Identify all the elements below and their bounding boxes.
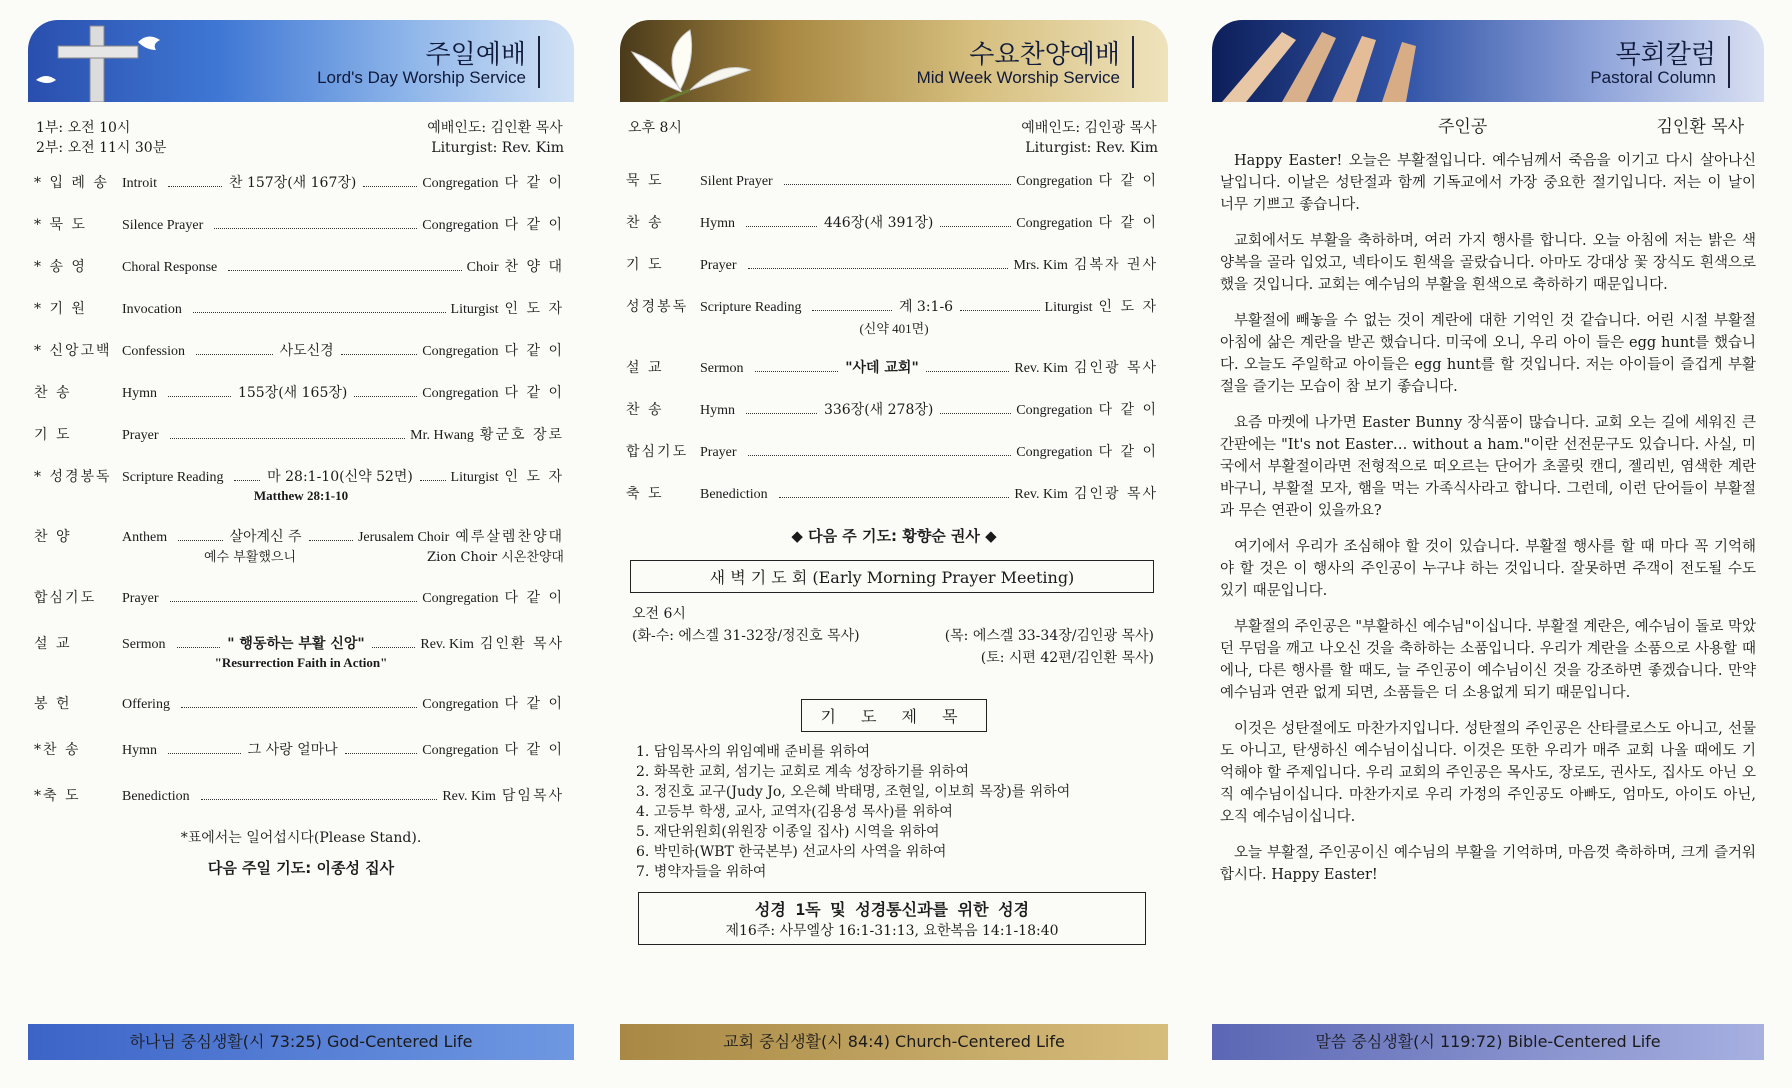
bible-reading-box bbox=[638, 892, 1146, 945]
banner-title-kr: 주일예배 bbox=[425, 40, 526, 70]
banner-divider bbox=[1728, 36, 1730, 88]
lily-icon bbox=[620, 20, 780, 102]
scripture-sub: (신약 401면) bbox=[859, 321, 929, 336]
list-item: 2. 화목한 교회, 섬기는 교회로 계속 성장하기를 위하여 bbox=[636, 764, 969, 780]
dawn-sat: (토: 시편 42편/김인환 목사) bbox=[980, 650, 1154, 666]
paragraph: 부활절의 주인공은 "부활하신 예수님"이십니다. 부활절 계란은, 예수님이 돌로 막았던 무덤을 깨고 나오신 것을 축하하는 소품입니다. 우리가 계란을 소품으로 사용할 때에나, 다른 행사를 할 때도, 늘 주인공이 예수님이신 것을 강조하면 좋겠습니다. 만약 예수님과 연관 없게 되면, 소품들은 더 소용없게 되기 때문입니다. bbox=[1220, 619, 1756, 701]
order-item: 찬 송 Hymn 155장(새 165장) Congregation 다 같 이 bbox=[34, 385, 564, 401]
order-item: * 성경봉독 Scripture Reading 마 28:1-10(신약 52면) Liturgist 인 도 자 bbox=[34, 469, 564, 485]
list-item: 4. 고등부 학생, 교사, 교역자(김용성 목사)를 위하여 bbox=[636, 804, 953, 820]
midweek-banner bbox=[620, 20, 1168, 102]
prayer-topics bbox=[620, 699, 1168, 732]
anthem-sub: 예수 부활했으니 Zion Choir 시온찬양대 bbox=[204, 550, 564, 565]
service-header bbox=[28, 102, 574, 162]
service-time-1: 1부: 오전 10시 bbox=[36, 120, 131, 136]
bible-reading-title: 성경 1독 및 성경통신과를 위한 성경 bbox=[754, 900, 1030, 919]
service-time: 오후 8시 bbox=[628, 120, 682, 136]
worship-leader: 예배인도: 김인광 목사 bbox=[1021, 120, 1157, 136]
service-time-2: 2부: 오전 11시 30분 bbox=[36, 140, 167, 156]
cross-dove-icon bbox=[28, 20, 228, 102]
scripture-sub: Matthew 28:1-10 bbox=[253, 488, 349, 503]
paragraph: Happy Easter! 오늘은 부활절입니다. 예수님께서 죽음을 이기고 다시 살아나신 날입니다. 이날은 성탄절과 함께 기독교에서 가장 중요한 절기입니다. 저는 이 날이 너무 기쁘고 좋습니다. bbox=[1220, 153, 1756, 213]
order-item: 기 도 Prayer Mrs. Kim 김복자 권사 bbox=[626, 257, 1158, 273]
footer-motto: 말씀 중심생활(시 119:72) Bible-Centered Life bbox=[1212, 1024, 1764, 1060]
dawn-tue: (화-수: 에스겔 31-32장/정진호 목사) bbox=[632, 628, 860, 644]
hands-icon bbox=[1212, 20, 1472, 102]
liturgist: Liturgist: Rev. Kim bbox=[431, 140, 564, 156]
pastoral-column bbox=[1212, 20, 1764, 1060]
banner-divider bbox=[1132, 36, 1134, 88]
order-item: 합심기도 Prayer Congregation 다 같 이 bbox=[626, 444, 1158, 460]
please-stand-note: *표에서는 일어섭시다(Please Stand). bbox=[180, 830, 422, 846]
list-item: 5. 재단위원회(위원장 이종일 집사) 시역을 위하여 bbox=[636, 824, 940, 840]
paragraph: 오늘 부활절, 주인공이신 예수님의 부활을 기억하며, 마음껏 축하하며, 크게 즐거워합시다. Happy Easter! bbox=[1220, 845, 1756, 883]
paragraph: 이것은 성탄절에도 마찬가지입니다. 성탄절의 주인공은 산타클로스도 아니고, 선물도 아니고, 탄생하신 예수님이십니다. 이것은 또한 우리가 매주 교회 나올 때에도 기억해야 할 주제입니다. 우리 교회의 주인공은 목사도, 장로도, 권사도, 집사도 아닌 오직 예수님이십니다. 마찬가지로 우리 가정의 주인공도 아빠도, 엄마도, 아이도 아닌, 오직 예수님이십니다. bbox=[1220, 721, 1756, 825]
service-header bbox=[620, 102, 1168, 162]
banner-title-kr: 수요찬양예배 bbox=[969, 40, 1120, 70]
dawn-prayer-schedule bbox=[632, 603, 1154, 669]
column-title-row bbox=[1212, 102, 1764, 142]
dawn-prayer-title: 새 벽 기 도 회 (Early Morning Prayer Meeting) bbox=[630, 560, 1154, 593]
worship-leader: 예배인도: 김인환 목사 bbox=[427, 120, 563, 136]
paragraph: 요즘 마켓에 나가면 Easter Bunny 장식품이 많습니다. 교회 오는 길에 세워진 큰 간판에는 "It's not Easter… without a ham."이란 선전문구도 있습니다. 사실, 미국에서 부활절이라면 전형적으로 떠오르는 단어가 초콜릿 캔디, 젤리빈, 염색한 계란 바구니, 부활절 모자, 햄을 먹는 가족식사라고 합니다. 그런데, 이런 단어들이 부활절과 무슨 연관이 있을까요? bbox=[1220, 415, 1756, 519]
paragraph: 교회에서도 부활을 축하하며, 여러 가지 행사를 합니다. 오늘 아침에 저는 밝은 색 양복을 골라 입었고, 넥타이도 흰색을 골랐습니다. 아마도 강대상 꽃 장식도 흰색으로 했을 것입니다. 교회는 예수님의 부활을 흰색으로 축하하기 때문입니다. bbox=[1220, 233, 1756, 293]
banner-title-en: Pastoral Column bbox=[1590, 68, 1716, 87]
dawn-time: 오전 6시 bbox=[632, 606, 686, 622]
order-item: 찬 양 Anthem 살아계신 주 Jerusalem Choir 예루살렘찬양대 bbox=[34, 529, 565, 545]
order-item: 설 교 Sermon "사데 교회" Rev. Kim 김인광 목사 bbox=[626, 360, 1158, 376]
order-item: *축 도 Benediction Rev. Kim 담임목사 bbox=[34, 788, 564, 804]
dawn-thu: (목: 에스겔 33-34장/김인광 목사) bbox=[944, 628, 1154, 644]
pastoral-banner bbox=[1212, 20, 1764, 102]
bible-reading-week: 제16주: 사무엘상 16:1-31:13, 요한복음 14:1-18:40 bbox=[725, 923, 1059, 939]
liturgist: Liturgist: Rev. Kim bbox=[1025, 140, 1158, 156]
order-item: 기 도 Prayer Mr. Hwang 황군호 장로 bbox=[34, 427, 564, 443]
order-item: 설 교 Sermon " 행동하는 부활 신앙" Rev. Kim 김인환 목사 bbox=[34, 636, 564, 652]
prayer-topics-list bbox=[636, 742, 1168, 882]
order-item: * 기 원 Invocation Liturgist 인 도 자 bbox=[34, 301, 564, 317]
order-item: 찬 송 Hymn 446장(새 391장) Congregation 다 같 이 bbox=[626, 215, 1158, 231]
order-item: 성경봉독 Scripture Reading 계 3:1-6 Liturgist 인 도 자 bbox=[626, 299, 1158, 315]
list-item: 1. 담임목사의 위임예배 준비를 위하여 bbox=[636, 744, 871, 760]
footer-motto: 하나님 중심생활(시 73:25) God-Centered Life bbox=[28, 1024, 574, 1060]
column-author: 김인환 목사 bbox=[1656, 117, 1744, 137]
order-of-worship bbox=[620, 170, 1168, 503]
column-body bbox=[1212, 150, 1764, 886]
paragraph: 부활절에 빼놓을 수 없는 것이 계란에 대한 기억인 것 같습니다. 어린 시절 부활절 아침에 삶은 계란을 받곤 했습니다. 미국에 오니, 우리 아이 들은 egg hunt를 했습니다. 오늘도 주일학교 아이들은 egg hunt를 할 것입니다. 저는 아이들이 즐겁게 부활절을 즐기는 모습이 참 보기 좋습니다. bbox=[1220, 313, 1756, 395]
sunday-worship-column bbox=[28, 20, 574, 1060]
banner-title-en: Lord's Day Worship Service bbox=[317, 68, 526, 87]
order-item: 봉 헌 Offering Congregation 다 같 이 bbox=[34, 696, 564, 712]
order-item: * 송 영 Choral Response Choir 찬 양 대 bbox=[34, 259, 564, 275]
paragraph: 여기에서 우리가 조심해야 할 것이 있습니다. 부활절 행사를 할 때 마다 꼭 기억해야 할 것은 이 행사의 주인공이 누구냐 하는 것입니다. 잘못하면 주객이 전도될 수도 있기 때문입니다. bbox=[1220, 539, 1756, 599]
next-sunday-prayer: 다음 주일 기도: 이종성 집사 bbox=[207, 859, 395, 877]
order-item: 묵 도 Silent Prayer Congregation 다 같 이 bbox=[626, 173, 1158, 189]
next-week-prayer: ◆ 다음 주 기도: 황향순 권사 ◆ bbox=[791, 527, 997, 545]
order-item: *찬 송 Hymn 그 사랑 얼마나 Congregation 다 같 이 bbox=[34, 742, 564, 758]
list-item: 7. 병약자들을 위하여 bbox=[636, 864, 767, 880]
banner-title-kr: 목회칼럼 bbox=[1615, 40, 1716, 70]
banner-title-en: Mid Week Worship Service bbox=[916, 68, 1120, 87]
list-item: 6. 박민하(WBT 한국본부) 선교사의 사역을 위하여 bbox=[636, 844, 947, 860]
order-item: * 입 례 송 Introit 찬 157장(새 167장) Congregation 다 같 이 bbox=[34, 175, 565, 191]
list-item: 3. 정진호 교구(Judy Jo, 오은혜 박태명, 조현일, 이보희 목장)를 위하여 bbox=[636, 784, 1071, 800]
order-of-worship bbox=[28, 172, 574, 805]
banner-divider bbox=[538, 36, 540, 88]
prayer-topics-title: 기 도 제 목 bbox=[801, 699, 986, 732]
order-item: 축 도 Benediction Rev. Kim 김인광 목사 bbox=[626, 486, 1158, 502]
midweek-worship-column bbox=[620, 20, 1168, 1060]
footer-motto: 교회 중심생활(시 84:4) Church-Centered Life bbox=[620, 1024, 1168, 1060]
order-item: 찬 송 Hymn 336장(새 278장) Congregation 다 같 이 bbox=[626, 402, 1158, 418]
order-item: * 신앙고백 Confession 사도신경 Congregation 다 같 이 bbox=[34, 343, 564, 359]
order-item: 합심기도 Prayer Congregation 다 같 이 bbox=[34, 590, 564, 606]
sunday-banner bbox=[28, 20, 574, 102]
column-title: 주인공 bbox=[1438, 117, 1488, 137]
order-item: * 묵 도 Silence Prayer Congregation 다 같 이 bbox=[34, 217, 564, 233]
sermon-sub: "Resurrection Faith in Action" bbox=[214, 655, 388, 670]
